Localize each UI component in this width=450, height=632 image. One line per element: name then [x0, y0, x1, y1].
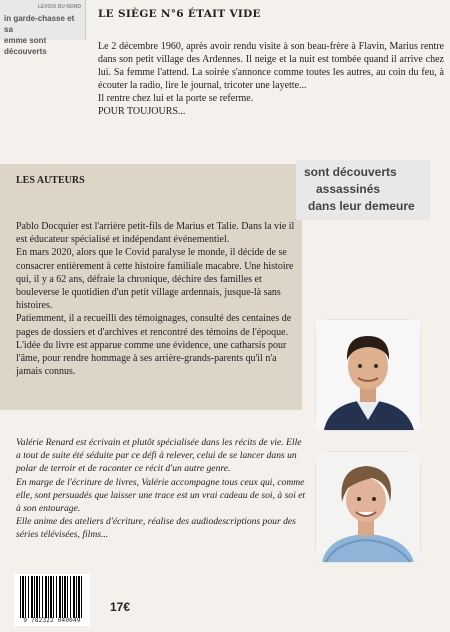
newspaper-clipping-top [0, 0, 86, 56]
barcode-bars [20, 576, 84, 618]
headline-line: sont découverts [304, 165, 397, 179]
story-body [98, 40, 444, 118]
isbn-barcode [14, 574, 90, 626]
bio-paragraph: En marge de l'écriture de livres, Valérie accompagne tous ceux qui, comme elle, sont persuadés que laisser une trace est un vrai cadeau de soi, à soi et à son entourage. [16, 476, 306, 515]
headline-line: assassinés [316, 182, 381, 196]
bio-paragraph: Pablo Docquier est l'arrière petit-fils de Marius et Talie. Dans la vie il est éducateur spécialisé et indépendant événementiel. [16, 221, 295, 246]
authors-title: LES AUTEURS [16, 175, 85, 186]
newspaper-clipping-headline [296, 160, 430, 220]
clipping-masthead: LEVOIX DU NORD [37, 4, 81, 10]
story-paragraph: POUR TOUJOURS... [98, 106, 186, 117]
author-photo-valerie [316, 452, 420, 562]
bio-paragraph: Valérie Renard est écrivain et plutôt spécialisée dans les récits de vie. Elle a tout de suite été séduite par ce défi à relever, celui de se lancer dans un polar de terroir et de raconter ce récit d'un autre genre. [16, 437, 302, 475]
story-paragraph: Le 2 décembre 1960, après avoir rendu visite à son beau-frère à Flavin, Marius rentre dans son petit village des Ardennes. Il neige et la nuit est tombée quand il arrive chez lui. Sa femme l'attend. La soirée s'annonce comme toutes les autres, au coin du feu, à écouter la radio, lire le journal, tricoter une layette... [98, 41, 444, 91]
authors-bio-valerie [16, 436, 306, 542]
barcode-number: 9 782322 040049 [23, 617, 81, 624]
story-title: LE SIÈGE N°6 ÉTAIT VIDE [98, 8, 261, 20]
author-photo-pablo [316, 320, 420, 430]
bio-paragraph: Patiemment, il a recueilli des témoignages, consulté des centaines de pages de dossiers et d'archives et rencontré des témoins de l'époque. L'idée du livre est apparue comme une évidence, une catharsis pour l'âme, pour rendre hommage à ses arrière-grands-parents qu'il n'a jamais connus. [16, 313, 292, 378]
headline-line: dans leur demeure [308, 199, 415, 213]
bio-paragraph: En mars 2020, alors que le Covid paralyse le monde, il décide de se consacrer entièrement à cette histoire familiale macabre. Une histoire qui, il y a 62 ans, défraie la chronique, déchire des familles et bouleverse le quotidien d'un petit village ardennais, jusque-là sans histoires. [16, 247, 294, 312]
clipping-line: emme sont découverts [4, 36, 47, 56]
story-paragraph: Il rentre chez lui et la porte se referme. [98, 93, 254, 104]
authors-bio-pablo [16, 220, 300, 378]
price-label: 17€ [110, 600, 131, 614]
bio-paragraph: Elle anime des ateliers d'écriture, réalise des audiodescriptions pour des séries télévisées, films... [16, 516, 296, 541]
clipping-line: in garde-chasse et sa [4, 14, 75, 34]
